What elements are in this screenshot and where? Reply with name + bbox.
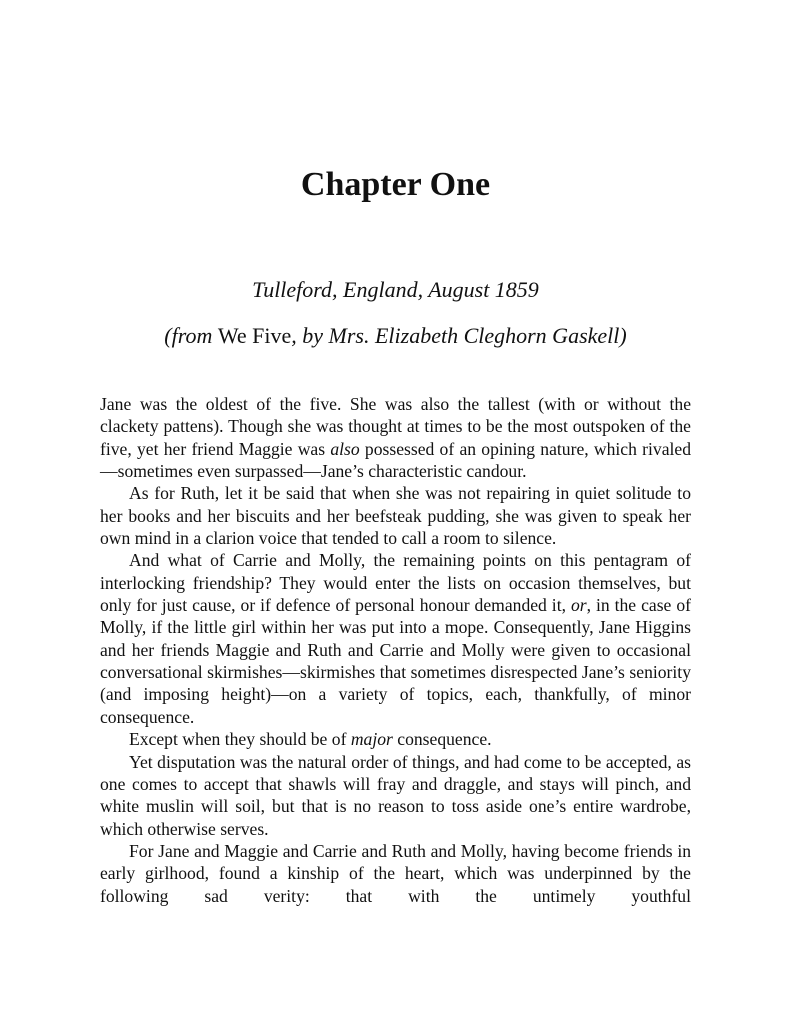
paragraph-1-text-b: possessed of an opining nature, which rivaled—sometimes even surpassed—Jane’s characteristic candour. (100, 438, 691, 482)
paragraph-3-text-a: And what of Carrie and Molly, the remaining points on this pentagram of interlocking friendship? They would enter the lists on occasion themselves, but only for just cause, or if defence of personal honour demanded it, (100, 550, 691, 616)
source-book-title: We Five (217, 323, 292, 348)
paragraph-4-text-b: consequence. (392, 729, 492, 750)
paragraph-4-text-a: Except when they should be of (129, 729, 351, 750)
paragraph-4-emphasis: major (350, 729, 393, 750)
paragraph-3 (100, 549, 691, 728)
paragraph-3-emphasis: or (570, 595, 587, 616)
paragraph-1-text-a: Jane was the oldest of the five. She was also the tallest (with or without the clackety pattens). Though she was thought at times to be the most outspoken of the five, yet her friend Maggie was (100, 394, 691, 459)
chapter-place-date: Tulleford, England, August 1859 (252, 277, 539, 302)
paragraph-3-text-b: , in the case of Molly, if the little girl within her was put into a mope. Consequently, Jane Higgins and her friends Maggie and Ruth and Carrie and Molly were given to occasional conversational skirmishes—skirmishes that sometimes disrespected Jane’s seniority (and imposing height)—on a variety of topics, each, thankfully, of minor consequence. (100, 595, 691, 727)
paragraph-2: As for Ruth, let it be said that when she was not repairing in quiet solitude to her books and her biscuits and her beefsteak pudding, she was given to speak her own mind in a clarion voice that tended to call a room to silence. (100, 483, 691, 549)
paragraph-6: For Jane and Maggie and Carrie and Ruth and Molly, having become friends in early girlhood, found a kinship of the heart, which was underpinned by the following sad verity: that with the untimely youthful (100, 840, 691, 906)
paragraph-1-emphasis: also (330, 438, 360, 459)
chapter-source-attribution (0, 322, 791, 350)
paragraph-4 (100, 728, 691, 750)
chapter-body (100, 393, 691, 907)
paragraph-1 (100, 393, 691, 482)
paragraph-5: Yet disputation was the natural order of things, and had come to be accepted, as one comes to accept that shawls will fray and draggle, and stays will pinch, and white muslin will soil, but that is no reason to toss aside one’s entire wardrobe, which otherwise serves. (100, 751, 691, 839)
chapter-title: Chapter One (300, 166, 491, 203)
source-prefix: (from (164, 323, 218, 348)
source-author: , by Mrs. Elizabeth Cleghorn Gaskell) (291, 323, 627, 348)
